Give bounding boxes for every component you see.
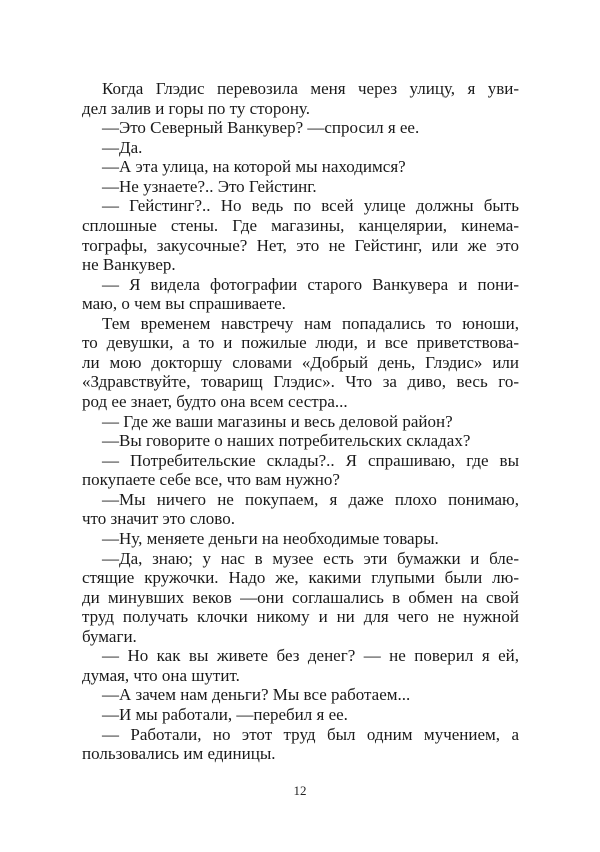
text-line: покупаете себе все, что вам нужно?	[82, 470, 340, 490]
text-line: —Ну, меняете деньги на необходимые товары.	[102, 528, 439, 548]
text-line: —Не узнаете?.. Это Гейстинг.	[102, 176, 317, 196]
text-line: дел залив и горы по ту сторону.	[82, 98, 310, 118]
text-line: — Потребительские склады?.. Я спрашиваю, где вы	[102, 450, 519, 470]
text-line: —Это Северный Ванкувер? —спросил я ее.	[102, 118, 420, 138]
text-line: — Где же ваши магазины и весь деловой район?	[102, 411, 453, 431]
text-line: то девушки, а то и пожилые люди, и все приветствова-	[82, 333, 519, 353]
text-line: — Я видела фотографии старого Ванкувера и пони-	[102, 274, 519, 294]
text-line: сплошные стены. Где магазины, канцелярии, кинема-	[82, 215, 519, 235]
text-line: маю, о чем вы спрашиваете.	[82, 294, 286, 314]
text-line: ли мою докторшу словами «Добрый день, Глэдис» или	[82, 352, 519, 372]
text-line: стящие кружочки. Надо же, какими глупыми были лю-	[82, 568, 519, 588]
text-line: —Вы говорите о наших потребительских складах?	[102, 431, 471, 451]
text-line: «Здравствуйте, товарищ Глэдис». Что за диво, весь го-	[82, 372, 519, 392]
page-number: 12	[293, 783, 307, 798]
page-body-text	[82, 79, 519, 764]
text-line: — Работали, но этот труд был одним мучением, а	[102, 724, 519, 744]
text-line: что значит это слово.	[82, 509, 235, 529]
text-line: —Мы ничего не покупаем, я даже плохо понимаю,	[102, 489, 519, 509]
text-line: род ее знает, будто она всем сестра...	[82, 392, 348, 411]
text-line: Тем временем навстречу нам попадались то юноши,	[102, 313, 519, 333]
text-line: думая, что она шутит.	[82, 665, 240, 685]
text-line: бумаги.	[82, 626, 137, 646]
text-line: —Да, знаю; у нас в музее есть эти бумажки и бле-	[102, 548, 519, 568]
text-line: не Ванкувер.	[82, 255, 176, 275]
text-line: пользовались им единицы.	[82, 744, 276, 764]
text-line: тографы, закусочные? Нет, это не Гейстинг, или же это	[82, 235, 519, 255]
text-line: ди минувших веков —они соглашались в обмен на свой	[82, 587, 519, 607]
text-line: —А зачем нам деньги? Мы все работаем...	[102, 685, 411, 705]
text-line: труд получать клочки никому и ни для чего не нужной	[82, 607, 519, 627]
text-line: —Да.	[102, 137, 143, 157]
text-line: —А эта улица, на которой мы находимся?	[102, 157, 406, 177]
text-line: Когда Глэдис перевозила меня через улицу, я уви-	[102, 79, 519, 98]
text-line: — Но как вы живете без денег? — не поверил я ей,	[102, 646, 519, 666]
text-line: — Гейстинг?.. Но ведь по всей улице должны быть	[102, 196, 519, 216]
text-line: —И мы работали, —перебил я ее.	[102, 705, 348, 724]
